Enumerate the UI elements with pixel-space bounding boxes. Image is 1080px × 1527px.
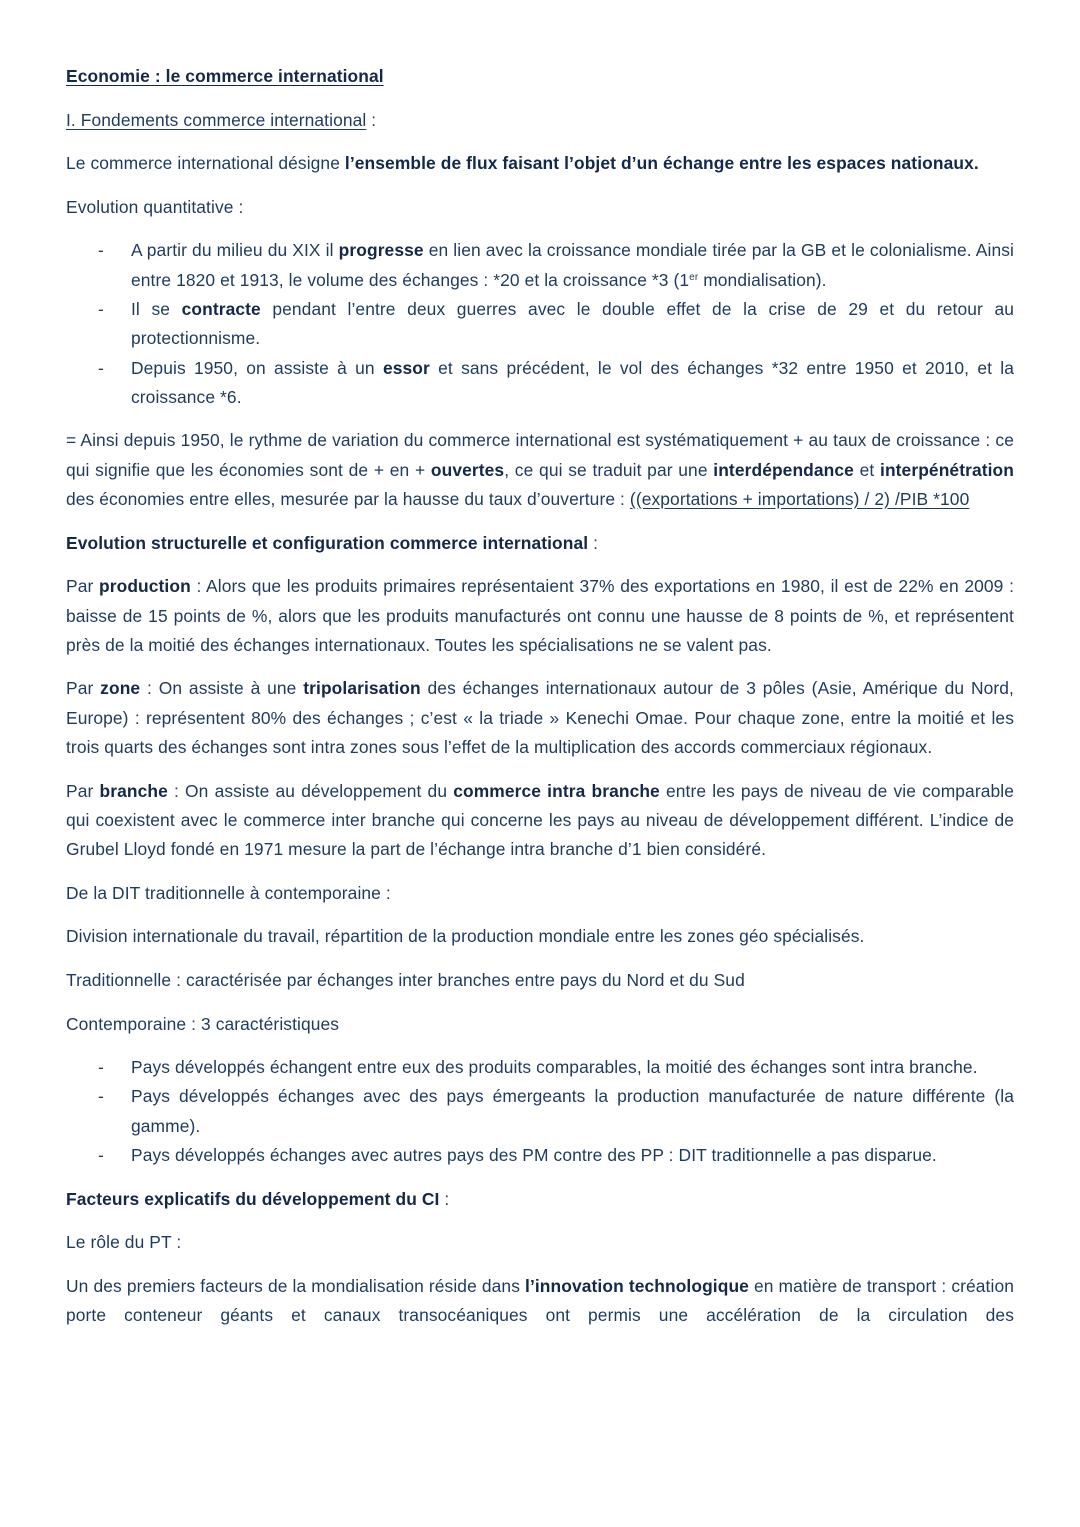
intro-paragraph: Le commerce international désigne l’ensemble de flux faisant l’objet d’un échange entre les espaces nationaux.	[66, 153, 979, 174]
document-title: Economie : le commerce international	[66, 66, 384, 86]
dit-list	[66, 1053, 1014, 1170]
subheading-evolution-quantitative: Evolution quantitative :	[66, 196, 244, 217]
section-heading-structure: Evolution structurelle et configuration commerce international :	[66, 532, 599, 553]
subheading-dit: De la DIT traditionnelle à contemporaine :	[66, 882, 391, 903]
dit-definition: Division internationale du travail, répartition de la production mondiale entre les zones géo spécialisés.	[66, 926, 865, 947]
branche-paragraph: Par branche : On assiste au développement du commerce intra branche entre les pays de niveau de vie comparable qui coexistent avec le commerce inter branche qui concerne les pays au niveau de développement différent. L’indice de Grubel Lloyd fondé en 1971 mesure la part de l’échange intra branche d’1 bien considéré.	[66, 780, 1015, 860]
subheading-pt: Le rôle du PT :	[66, 1232, 182, 1253]
zone-paragraph: Par zone : On assiste à une tripolarisation des échanges internationaux autour de 3 pôles (Asie, Amérique du Nord, Europe) : représentent 80% des échanges ; c’est « la triade » Kenechi Omae. Pour chaque zone, entre la moitié et les trois quarts des échanges sont intra zones sous l’effet de la multiplication des accords commerciaux régionaux.	[66, 678, 1014, 758]
list-item: - Pays développés échanges avec des pays émergeants la production manufacturée de nature différente (la gamme).	[66, 1082, 1014, 1141]
list-item: - Il se contracte pendant l’entre deux guerres avec le double effet de la crise de 29 et du retour au protectionnisme.	[66, 295, 1014, 354]
section-heading-factors: Facteurs explicatifs du développement du CI :	[66, 1188, 450, 1209]
list-item: - A partir du milieu du XIX il progresse en lien avec la croissance mondiale tirée par la GB et le colonialisme. Ainsi entre 1820 et 1913, le volume des échanges : *20 et la croissance *3 (1er mondialisation).	[66, 236, 1014, 295]
dit-traditional: Traditionnelle : caractérisée par échanges inter branches entre pays du Nord et du Sud	[66, 969, 745, 990]
list-item: - Pays développés échangent entre eux des produits comparables, la moitié des échanges sont intra branche.	[66, 1053, 1014, 1082]
evolution-list	[66, 236, 1014, 412]
production-paragraph: Par production : Alors que les produits primaires représentaient 37% des exportations en 1980, il est de 22% en 2009 : baisse de 15 points de %, alors que les produits manufacturés ont connu une hausse de 8 points de %, et représentent près de la moitié des échanges internationaux. Toutes les spécialisations ne se valent pas.	[66, 576, 1014, 655]
conclusion-paragraph: = Ainsi depuis 1950, le rythme de variation du commerce international est systématiquement + au taux de croissance : ce qui signifie que les économies sont de + en + ouvertes, ce qui se traduit par une interdépendance et interpénétration des économies entre elles, mesurée par la hausse du taux d’ouverture : ((exportations + importations) / 2) /PIB *100	[66, 430, 1014, 510]
list-item: - Pays développés échanges avec autres pays des PM contre des PP : DIT traditionnelle a pas disparue.	[66, 1141, 1014, 1170]
list-item: - Depuis 1950, on assiste à un essor et sans précédent, le vol des échanges *32 entre 1950 et 2010, et la croissance *6.	[66, 354, 1014, 413]
dit-contemporary: Contemporaine : 3 caractéristiques	[66, 1013, 340, 1034]
document-page	[66, 62, 1014, 1345]
innovation-paragraph: Un des premiers facteurs de la mondialisation réside dans l’innovation technologique en matière de transport : création porte conteneur géants et canaux transocéaniques ont permis une accélération de la circulation des	[66, 1275, 1014, 1326]
section-heading-fondements: I. Fondements commerce international :	[66, 109, 377, 130]
openness-formula: ((exportations + importations) / 2) /PIB *100	[629, 489, 970, 510]
